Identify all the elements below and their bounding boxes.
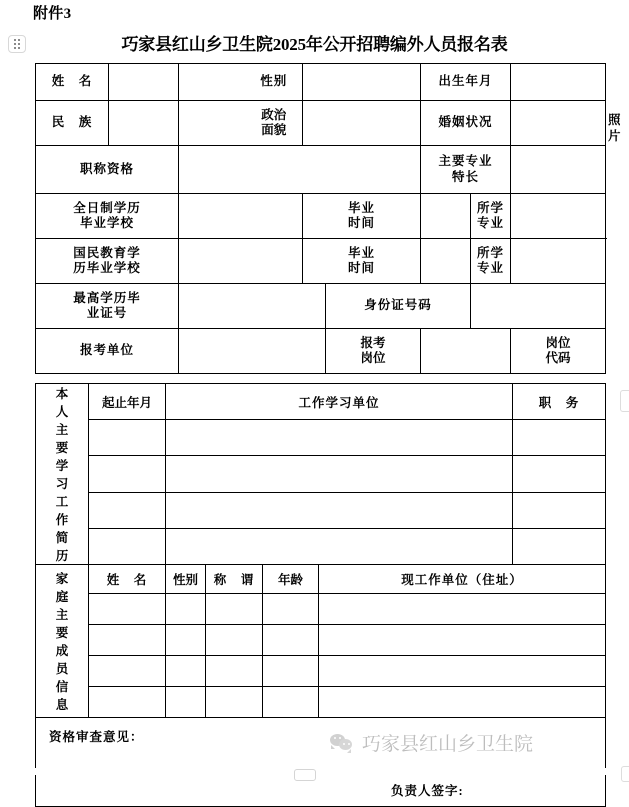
family-header-name: 姓 名 (89, 565, 166, 594)
table-row-national-education (36, 239, 606, 284)
family-row (36, 594, 606, 625)
family-cell-name[interactable] (89, 687, 166, 718)
resume-cell-period[interactable] (89, 492, 166, 528)
family-side-label: 家 庭 主 要 成 员 信 息 (36, 565, 89, 718)
label-fulltime-school: 全日制学历 毕业学校 (36, 194, 179, 239)
table-row-title-qualification (36, 146, 606, 194)
family-cell-relation[interactable] (206, 656, 263, 687)
value-highest-cert-no[interactable] (179, 284, 326, 329)
value-national-grad-time[interactable] (421, 239, 471, 284)
label-marital-status: 婚姻状况 (421, 101, 511, 146)
family-cell-age[interactable] (263, 656, 319, 687)
registration-form-table (35, 63, 622, 374)
value-id-number[interactable] (471, 284, 606, 329)
family-cell-gender[interactable] (166, 687, 206, 718)
resume-side-label: 本 人 主 要 学 习 工 作 简 历 (36, 384, 89, 565)
resume-cell-duty[interactable] (513, 528, 606, 564)
review-label: 资格审查意见： (49, 730, 144, 744)
value-title-qualification[interactable] (179, 146, 421, 194)
page-title: 巧家县红山乡卫生院2025年公开招聘编外人员报名表 (121, 35, 508, 54)
family-cell-workplace[interactable] (319, 625, 606, 656)
table-row-name: 姓 名 性别 出生年月 照片 (36, 64, 606, 101)
resume-cell-unit[interactable] (166, 528, 513, 564)
value-main-specialty[interactable] (511, 146, 606, 194)
family-cell-workplace[interactable] (319, 594, 606, 625)
value-apply-position[interactable] (421, 329, 511, 374)
family-cell-age[interactable] (263, 625, 319, 656)
bottom-scroll-widget[interactable] (294, 769, 316, 781)
review-signature-label: 负责人签字: (391, 784, 464, 798)
resume-cell-duty[interactable] (513, 456, 606, 492)
value-marital-status[interactable] (511, 101, 606, 146)
resume-row (36, 456, 606, 492)
label-apply-unit: 报考单位 (36, 329, 179, 374)
resume-header-unit: 工作学习单位 (166, 384, 513, 420)
resume-cell-period[interactable] (89, 420, 166, 456)
label-fulltime-major: 所学 专业 (471, 194, 511, 239)
resume-header-duty: 职 务 (513, 384, 606, 420)
family-cell-relation[interactable] (206, 625, 263, 656)
label-national-school: 国民教育学 历毕业学校 (36, 239, 179, 284)
resume-cell-duty[interactable] (513, 420, 606, 456)
table-row-certificate (36, 284, 606, 329)
family-header-gender: 性别 (166, 565, 206, 594)
value-national-major[interactable] (511, 239, 606, 284)
label-national-major: 所学 专业 (471, 239, 511, 284)
value-gender[interactable] (303, 64, 421, 101)
family-cell-workplace[interactable] (319, 687, 606, 718)
label-highest-cert-no: 最高学历毕 业证号 (36, 284, 179, 329)
family-cell-name[interactable] (89, 625, 166, 656)
watermark-text: 巧家县红山乡卫生院 (362, 733, 534, 755)
value-birth[interactable] (511, 64, 606, 101)
family-cell-age[interactable] (263, 687, 319, 718)
family-row (36, 687, 606, 718)
label-id-number: 身份证号码 (326, 284, 471, 329)
family-row (36, 625, 606, 656)
table-row-apply (36, 329, 606, 374)
resume-row (36, 420, 606, 456)
value-fulltime-grad-time[interactable] (421, 194, 471, 239)
resume-cell-period[interactable] (89, 528, 166, 564)
value-fulltime-school[interactable] (179, 194, 303, 239)
value-ethnicity[interactable] (109, 101, 179, 146)
right-edge-widget[interactable] (620, 390, 629, 412)
label-fulltime-grad-time: 毕业 时间 (303, 194, 421, 239)
family-cell-age[interactable] (263, 594, 319, 625)
family-header-age: 年龄 (263, 565, 319, 594)
family-header-workplace: 现工作单位（住址） (319, 565, 606, 594)
label-apply-position: 报考 岗位 (326, 329, 421, 374)
resume-row (36, 492, 606, 528)
family-cell-relation[interactable] (206, 687, 263, 718)
right-edge-widget-secondary[interactable] (621, 766, 629, 782)
review-row (36, 718, 606, 807)
label-name: 姓 名 (36, 64, 109, 101)
label-gender: 性别 (246, 64, 303, 101)
resume-cell-duty[interactable] (513, 492, 606, 528)
resume-cell-unit[interactable] (166, 420, 513, 456)
resume-header-row (36, 384, 606, 420)
label-position-code: 岗位 代码 (511, 329, 606, 374)
family-row (36, 656, 606, 687)
family-cell-relation[interactable] (206, 594, 263, 625)
label-political-status: 政治 面貌 (246, 101, 303, 146)
table-row-fulltime-education (36, 194, 606, 239)
family-cell-gender[interactable] (166, 656, 206, 687)
resume-family-table (35, 383, 606, 807)
resume-cell-period[interactable] (89, 456, 166, 492)
label-birth: 出生年月 (421, 64, 511, 101)
value-political-status[interactable] (303, 101, 421, 146)
review-cell[interactable] (36, 718, 606, 807)
family-cell-gender[interactable] (166, 594, 206, 625)
family-cell-name[interactable] (89, 656, 166, 687)
value-fulltime-major[interactable] (511, 194, 606, 239)
value-national-school[interactable] (179, 239, 303, 284)
value-apply-unit[interactable] (179, 329, 326, 374)
resume-cell-unit[interactable] (166, 456, 513, 492)
resume-cell-unit[interactable] (166, 492, 513, 528)
table-row-ethnicity (36, 101, 606, 146)
family-cell-gender[interactable] (166, 625, 206, 656)
value-name[interactable] (109, 64, 179, 101)
family-cell-workplace[interactable] (319, 656, 606, 687)
label-political-pad (179, 101, 246, 146)
resume-header-period: 起止年月 (89, 384, 166, 420)
family-header-row (36, 565, 606, 594)
resume-row (36, 528, 606, 564)
attachment-label: 附件3 (33, 6, 72, 22)
label-title-qualification: 职称资格 (36, 146, 179, 194)
label-national-grad-time: 毕业 时间 (303, 239, 421, 284)
label-gender-pad (179, 64, 246, 101)
label-main-specialty: 主要专业 特长 (421, 146, 511, 194)
family-header-relation: 称 谓 (206, 565, 263, 594)
label-ethnicity: 民 族 (36, 101, 109, 146)
family-cell-name[interactable] (89, 594, 166, 625)
